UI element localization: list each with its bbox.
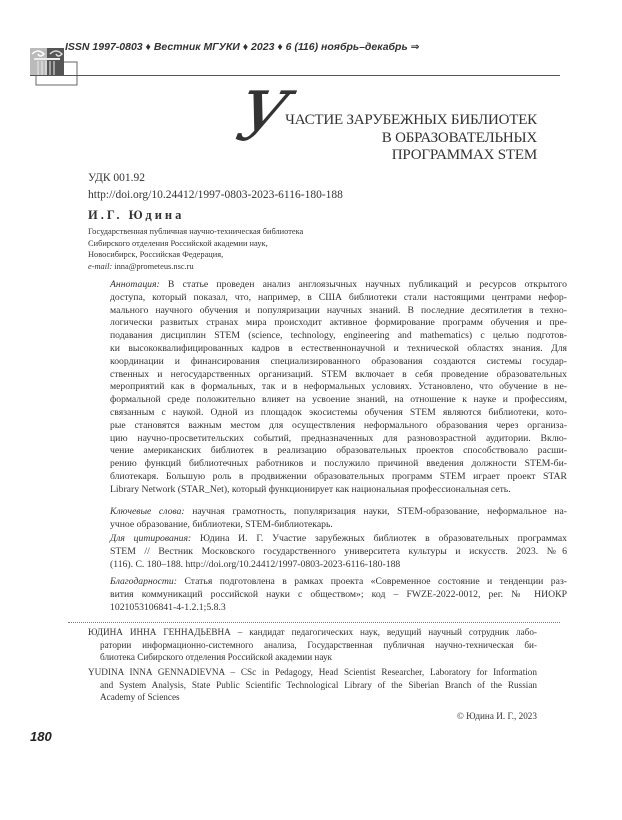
bio-line: ЮДИНА ИННА ГЕННАДЬЕВНА – кандидат педагогических наук, ведущий научный сотрудник лабо- [88,627,537,637]
dotted-separator [68,622,560,623]
section-label: Аннотация: [110,279,160,290]
text-line [110,356,567,369]
text-line [110,533,567,546]
doi-link[interactable]: http://doi.org/10.24412/1997-0803-2023-6116-180-188 [88,189,343,201]
text-line [110,279,567,292]
text-line [110,506,567,519]
ionic-column-logo-icon [30,48,78,86]
affiliation-line: Новосибирск, Российская Федерация, [88,250,224,260]
title-line: ЧАСТИЕ ЗАРУБЕЖНЫХ БИБЛИОТЕК [285,112,537,128]
line-text: координации и финансирования специализированного образования создаются системы государ- [110,355,567,367]
text-line [110,420,567,433]
author-bio-ru [88,626,537,664]
line-text: Юдина И. Г. Участие зарубежных библиотек в образовательных программах [191,533,568,544]
line-text: рению функций библиотечных работников и послужило причиной введения должности STEM-би- [110,458,567,470]
author-name: И.Г. Юдина [88,208,185,222]
text-line [110,433,567,446]
section-label: Благодарности: [110,576,177,587]
keywords [110,506,567,532]
line-text: формальной среде положительно влияет на усвоение знаний, на отношение к науке и профессиям, [110,394,567,406]
bio-line: and System Analysis, State Public Scientific Technological Library of the Siberian Branch of the Russian [100,679,537,690]
text-line [110,369,567,382]
text-line [110,381,567,394]
running-header: ISSN 1997-0803 ♦ Вестник МГУКИ ♦ 2023 ♦ 6 (116) ноябрь–декабрь ⇒ [65,41,420,53]
affiliation-line: Сибирского отделения Российской академии наук, [88,238,268,248]
page-number: 180 [30,729,52,744]
line-text: блиотекаря. Большую роль в продвижении образовательных программ STEM играет проект STAR [110,470,567,482]
line-text: цию научно-просветительских событий, предназначенных для разновозрастной аудитории. Вклю- [110,432,567,444]
text-line [110,330,567,343]
affiliation-line: Государственная публичная научно-техническая библиотека [88,227,304,236]
section-label: Для цитирования: [110,533,192,544]
line-text: доступа, который показал, что, например, в США библиотеки стали настоящими центрами нефор- [110,291,567,303]
line-text: В статье проведен анализ англоязычных научных публикаций и ресурсов открытого [159,279,567,290]
bio-line: Academy of Sciences [100,692,180,702]
udc-code: УДК 001.92 [88,172,145,184]
line-text: связанным с наукой. Одной из площадок экосистемы обучения STEM являются библиотеки, кото- [110,406,567,418]
line-text: вития коммуникаций российской науки с обществом»; код – FWZE-2022-0012, рег. № НИОКР [110,588,567,600]
bio-line: блиотека Сибирского отделения Российской академии наук [100,652,333,662]
line-text: учное образование, библиотеки, STEM-библиотекарь. [110,518,333,530]
line-text: научная грамотность, популяризация науки, STEM-образование, неформальное на- [184,506,567,517]
text-line [110,305,567,318]
acknowledgements [110,576,567,614]
text-line [110,559,567,572]
line-text: рые становятся важным местом для осуществления неформального образования через организа- [110,419,567,431]
line-text: чение американских библиотек в реализацию образовательных проектов способствовало расши- [110,445,567,457]
text-line [110,292,567,305]
copyright: © Юдина И. Г., 2023 [456,711,537,721]
text-line [110,519,567,532]
line-text: STEM // Вестник Московского государственного университета культуры и искусств. 2023. №6 [110,545,567,557]
line-text: логически развитых странах мира происходит активное формирование программ обучения и пре- [110,317,567,329]
line-text: подавания дисциплин STEM (science, technology, engineering and mathematics) с целью подготов- [110,330,567,342]
text-line [110,343,567,356]
abstract [110,279,567,497]
line-text: мального научного обучения и популяризации научных знаний. В последние десятилетия в техно- [110,304,567,316]
text-line [110,589,567,602]
author-bio-en [88,666,537,704]
line-text: ки высококвалифицированных кадров в естественнонаучной и технической областях знания. Для [110,342,567,354]
citation [110,533,567,571]
title-line: ПРОГРАММАХ STEM [391,147,537,163]
text-line [110,394,567,407]
title-drop-cap: У [229,78,296,157]
line-text: (116). С. 180–188. http://doi.org/10.24412/1997-0803-2023-6116-180-188 [110,558,401,570]
title-line: В ОБРАЗОВАТЕЛЬНЫХ [381,129,537,146]
email-link[interactable]: inna@prometeus.nsc.ru [114,262,194,272]
author-affiliation [88,226,303,273]
text-line [110,317,567,330]
text-line [110,445,567,458]
email-label: e-mail: [88,262,113,272]
article-title [285,112,537,165]
text-line [110,602,567,615]
section-label: Ключевые слова: [110,506,185,517]
text-line [110,407,567,420]
bio-line: YUDINA INNA GENNADIEVNA – CSc in Pedagogy, Head Scientist Researcher, Laboratory for Information [88,667,537,677]
bio-line: ратории информационно-системного анализа, Государственная публичная научно-техническая би- [100,639,537,650]
line-text: ственных и негосударственных организаций. STEM включает в себя проведение образовательных [110,368,567,380]
text-line [110,458,567,471]
text-line [110,484,567,497]
line-text: 1021053106841-4-1.2.1;5.8.3 [110,601,226,613]
text-line [110,576,567,589]
header-rule [30,75,560,76]
line-text: мероприятий как в формальных, так и в неформальных условиях. Установлено, что обучение в не- [110,381,567,393]
text-line [110,546,567,559]
email-line [88,261,303,273]
text-line [110,471,567,484]
line-text: Статья подготовлена в рамках проекта «Современное состояние и тенденции раз- [177,576,567,587]
line-text: Library Network (STAR_Net), который функционирует как национальная профессиональная сеть. [110,483,511,495]
